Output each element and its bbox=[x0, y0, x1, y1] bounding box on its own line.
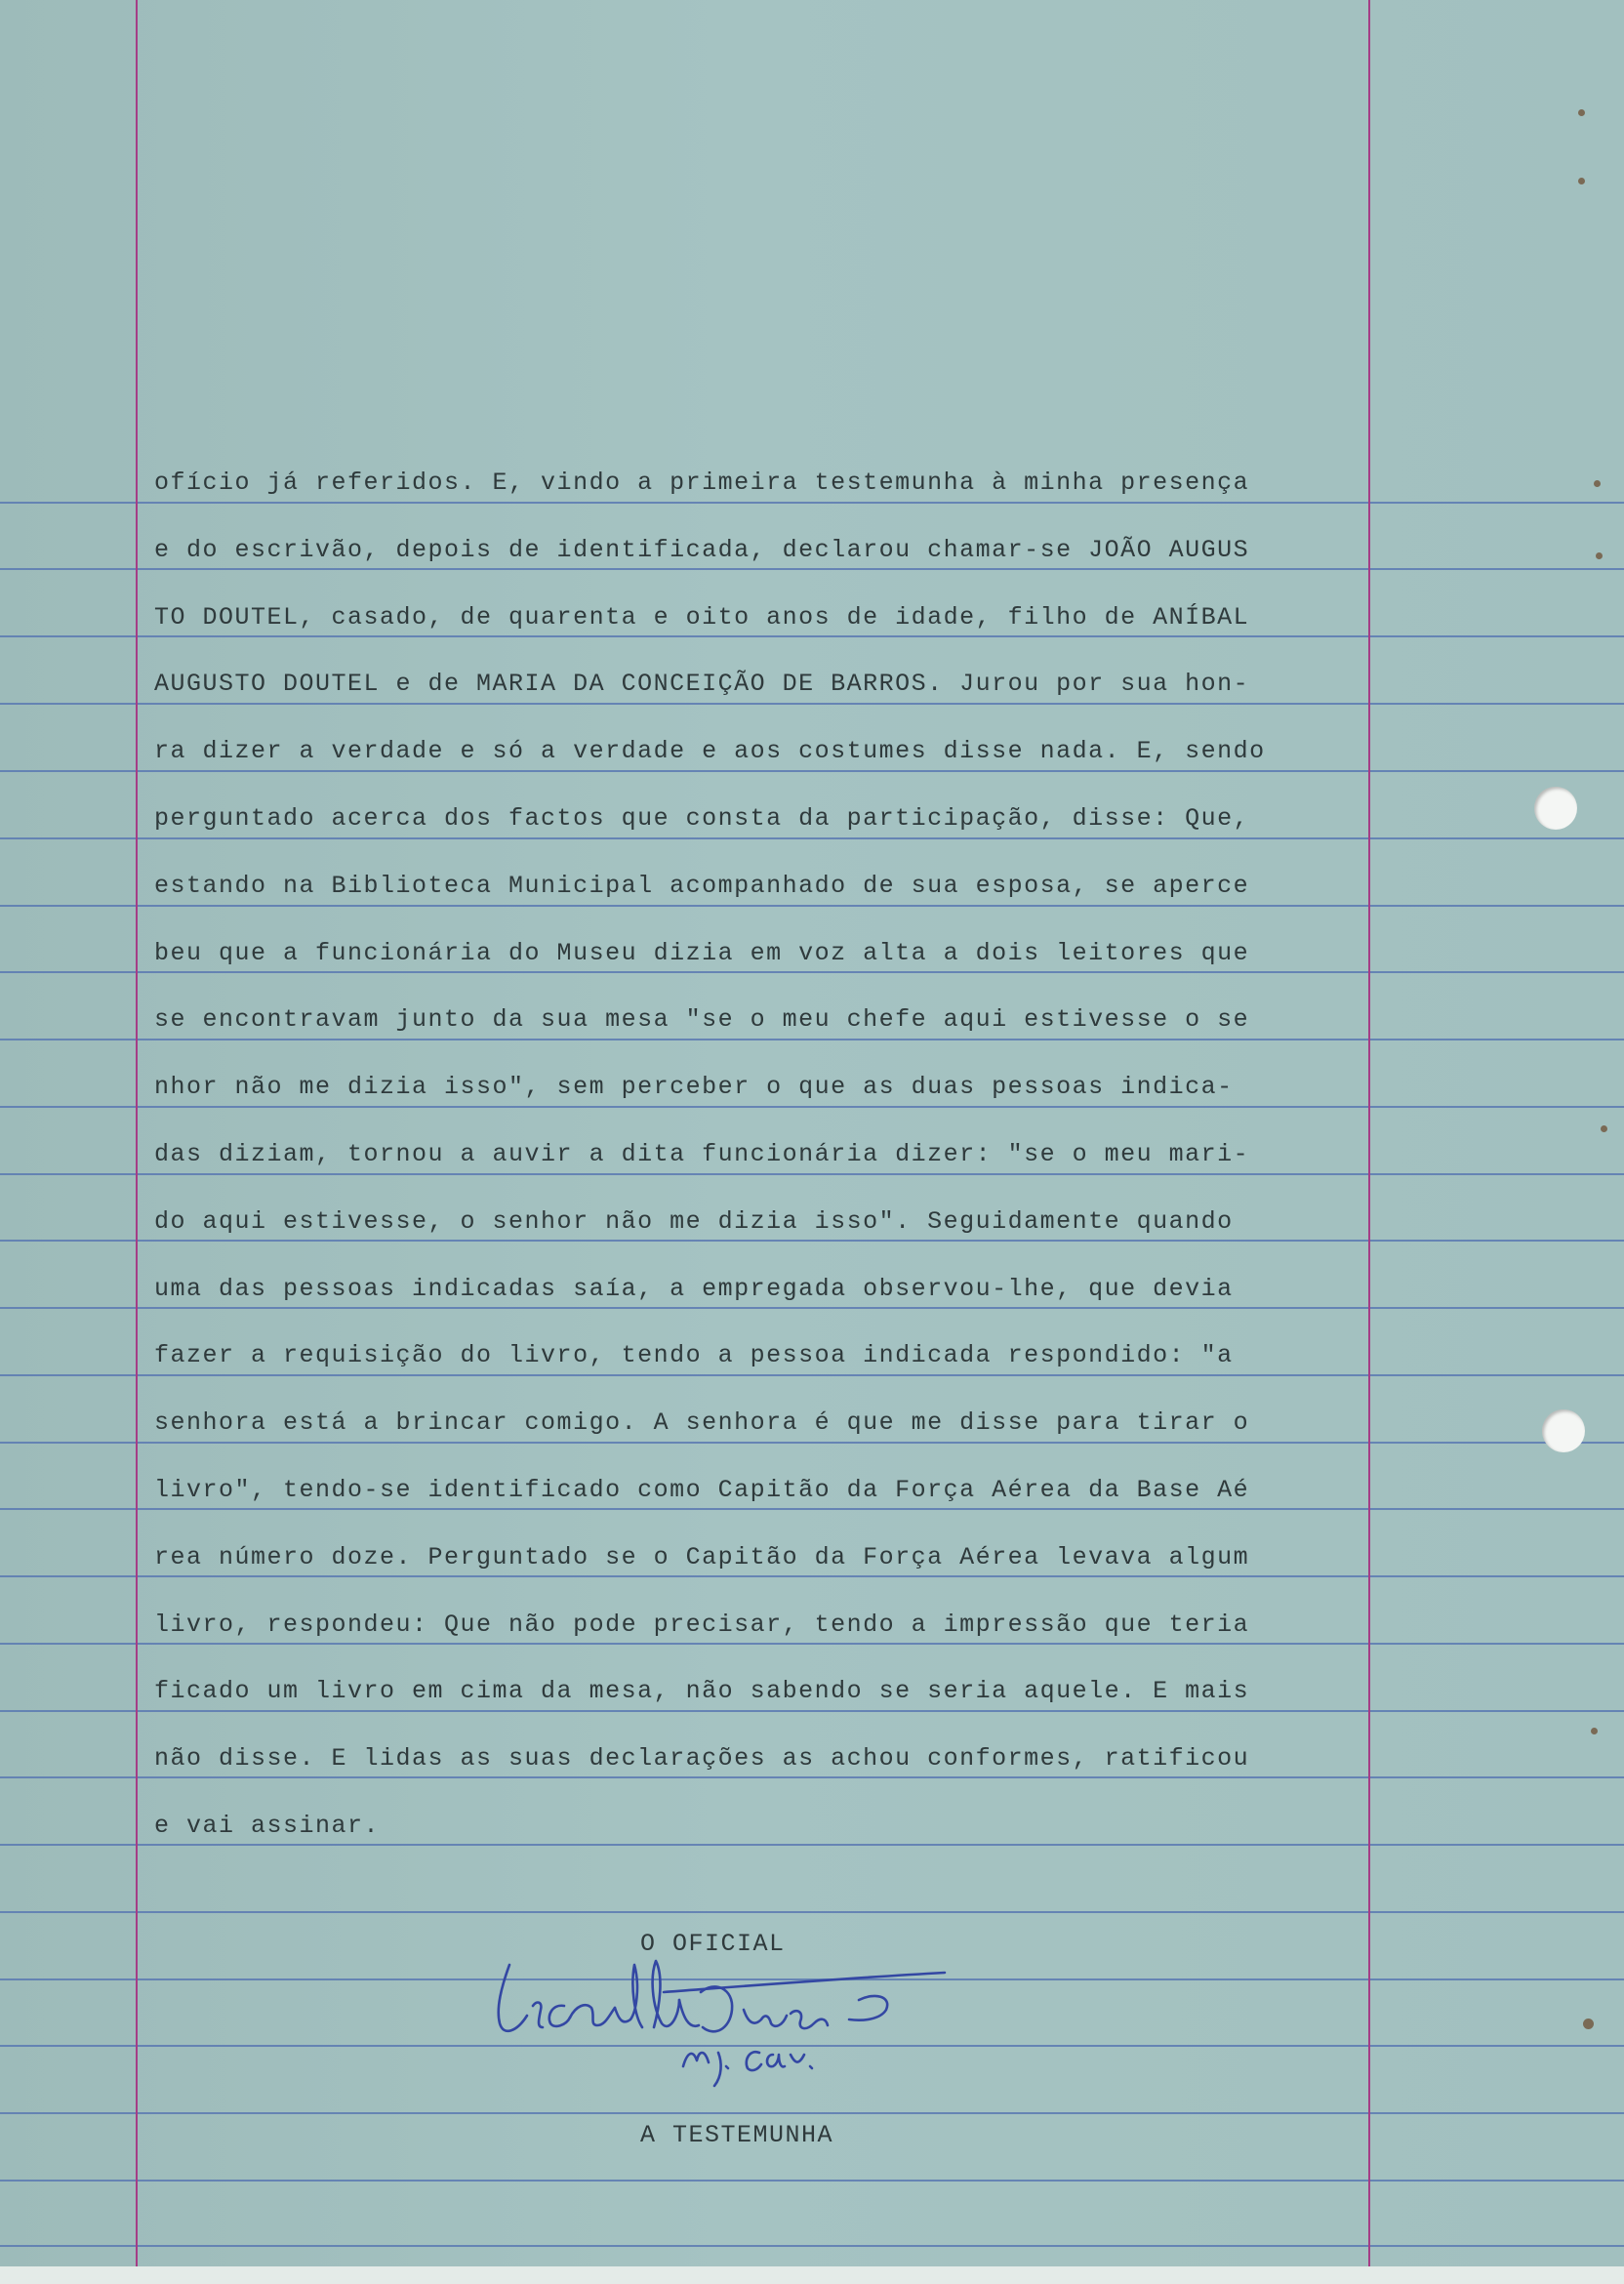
text-line: ficado um livro em cima da mesa, não sabendo se seria aquele. E mais bbox=[154, 1677, 1250, 1706]
paper-bottom-edge bbox=[0, 2266, 1624, 2284]
text-line: nhor não me dizia isso", sem perceber o que as duas pessoas indica- bbox=[154, 1073, 1234, 1102]
rule-line bbox=[0, 2112, 1624, 2114]
witness-label: A TESTEMUNHA bbox=[640, 2121, 834, 2149]
text-line: estando na Biblioteca Municipal acompanhado de sua esposa, se aperce bbox=[154, 871, 1250, 900]
rule-line bbox=[0, 2180, 1624, 2182]
typed-body-text bbox=[154, 459, 1364, 1869]
text-line: TO DOUTEL, casado, de quarenta e oito anos de idade, filho de ANÍBAL bbox=[154, 602, 1250, 632]
text-line: se encontravam junto da sua mesa "se o meu chefe aqui estivesse o se bbox=[154, 1005, 1250, 1035]
punch-hole-top bbox=[1534, 787, 1577, 830]
text-line: ofício já referidos. E, vindo a primeira testemunha à minha presença bbox=[154, 469, 1250, 497]
speck bbox=[1601, 1125, 1607, 1132]
text-line: fazer a requisição do livro, tendo a pessoa indicada respondido: "a bbox=[154, 1341, 1234, 1370]
rule-line bbox=[0, 2245, 1624, 2247]
speck bbox=[1578, 109, 1585, 116]
text-line: perguntado acerca dos factos que consta da participação, disse: Que, bbox=[154, 803, 1250, 833]
right-margin-line bbox=[1368, 0, 1370, 2266]
text-line: livro, respondeu: Que não pode precisar, tendo a impressão que teria bbox=[154, 1610, 1250, 1639]
text-line: e vai assinar. bbox=[154, 1811, 381, 1840]
officer-label: O OFICIAL bbox=[640, 1930, 786, 1958]
speck bbox=[1594, 480, 1601, 487]
text-line: ra dizer a verdade e só a verdade e aos costumes disse nada. E, sendo bbox=[154, 737, 1266, 766]
left-margin-line bbox=[136, 0, 138, 2266]
text-line: não disse. E lidas as suas declarações as achou conformes, ratificou bbox=[154, 1744, 1250, 1774]
officer-signature bbox=[488, 1947, 956, 2094]
punch-hole-bottom bbox=[1542, 1409, 1585, 1452]
text-line: das diziam, tornou a auvir a dita funcionária dizer: "se o meu mari- bbox=[154, 1139, 1250, 1168]
speck bbox=[1591, 1728, 1598, 1734]
text-line: beu que a funcionária do Museu dizia em voz alta a dois leitores que bbox=[154, 938, 1250, 967]
text-line: e do escrivão, depois de identificada, declarou chamar-se JOÃO AUGUS bbox=[154, 535, 1250, 564]
text-line: uma das pessoas indicadas saía, a empregada observou-lhe, que devia bbox=[154, 1274, 1234, 1303]
text-line: do aqui estivesse, o senhor não me dizia isso". Seguidamente quando bbox=[154, 1206, 1234, 1236]
speck bbox=[1583, 2019, 1594, 2029]
text-line: AUGUSTO DOUTEL e de MARIA DA CONCEIÇÃO DE BARROS. Jurou por sua hon- bbox=[154, 670, 1250, 699]
text-line: senhora está a brincar comigo. A senhora é que me disse para tirar o bbox=[154, 1408, 1250, 1438]
speck bbox=[1578, 178, 1585, 184]
rule-line bbox=[0, 1911, 1624, 1913]
text-line: rea número doze. Perguntado se o Capitão da Força Aérea levava algum bbox=[154, 1542, 1250, 1571]
speck bbox=[1596, 552, 1603, 559]
text-line: livro", tendo-se identificado como Capitão da Força Aérea da Base Aé bbox=[154, 1475, 1250, 1504]
